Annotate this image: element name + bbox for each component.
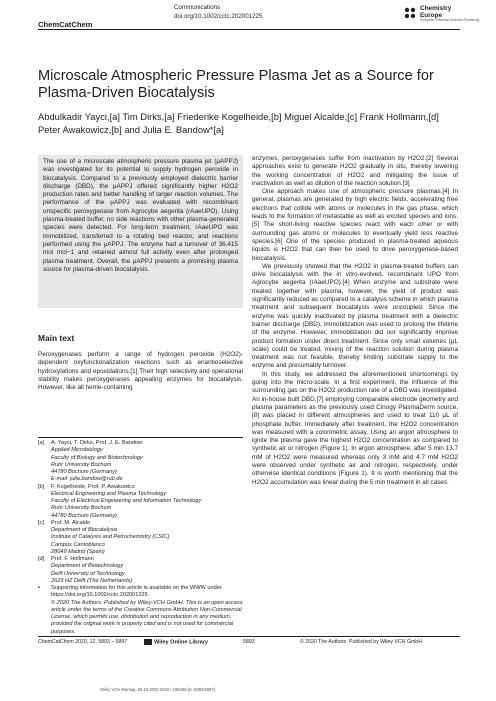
affiliation-line: Electrical Engineering and Plasma Technology (51, 490, 167, 497)
library-label: Wiley Online Library (154, 639, 209, 646)
affiliation-line: Prof. M. Alcalde (51, 519, 91, 526)
affiliation-entry (38, 520, 243, 556)
affiliation-line: Faculty of Biology and Biotechnology (51, 454, 143, 461)
affiliation-line: 44780 Bochum (Germany) (51, 469, 117, 475)
footer-copyright: © 2020 The Authors. Published by Wiley-VCH GmbH (300, 639, 422, 645)
affiliation-line: Department of Biocatalysis (51, 527, 118, 533)
affiliation-line: Department of Biotechnology (51, 563, 124, 570)
footer-divider (38, 636, 460, 637)
affiliation-text (51, 556, 243, 585)
affiliation-key: [a] (38, 440, 45, 446)
affiliation-line: © 2020 The Authors. Published by Wiley-VCH GmbH. This is an open access article under the terms of the Creative Commons Attribution Non-Commercial License, which permits use, distribution and reproduction in any medium, provided the original work is properly cited and is not used for commercial purposes. (51, 599, 243, 635)
affiliations (38, 440, 243, 636)
article-title: Microscale Atmospheric Pressure Plasma Jet as a Source for Plasma-Driven Biocatalysis (38, 68, 434, 101)
paragraph: In this study, we addressed the aforementioned shortcomings by going into the micro-scale. In a first experiment, the influence of the surrounding gas on the H2O2 production rate of a DBD was investigated. An in-house built DBD,[7] employing comparable electrode geometry and plasma parameters as the previously used Cinogy PlasmaDerm source,[8] was placed in different atmospheres and used to treat 110 μL of phosphate buffer. Immediately after treatment, the H2O2 concentration was measured with a colorimetric assay. Using an argon atmosphere to ignite the plasma gave the highest H2O2 concentration as compared to synthetic air or nitrogen (Figure 1). In argon atmosphere, after 5 min 13.7 mM of H2O2 were measured whereas only 3 mM and 4.7 mM H2O2 were observed under synthetic air and nitrogen, respectively, under otherwise identical conditions (Figure 1). It is worth mentioning that the H2O2 accumulation was linear during the 5 min treatment in all cases. (252, 370, 458, 486)
affiliation-text (51, 520, 243, 556)
affiliation-key: [c] (38, 519, 44, 526)
affiliation-key: [d] (38, 556, 45, 562)
affiliation-text (51, 585, 243, 600)
page-number: 5893 (243, 639, 255, 645)
doi-link[interactable]: doi.org/10.1002/cctc.202001225 (174, 13, 263, 20)
affiliation-entry (38, 585, 243, 600)
affiliation-line: 28049 Madrid (Spain) (51, 548, 105, 555)
affiliation-text (51, 440, 243, 484)
chemistry-europe-logo (403, 4, 495, 30)
affiliation-line: Delft University of Technology (51, 570, 125, 577)
affiliation-entry (38, 484, 243, 520)
main-text-heading: Main text (38, 333, 75, 343)
affiliation-line: Ruhr University Bochum (51, 505, 112, 512)
section-label: Communications (174, 4, 221, 11)
abstract-box: The use of a microscale atmospheric pressure plasma jet (μAPPJ) was investigated for its potential to supply hydrogen peroxide in biocatalysis. Compared to a previously employed dielectric barrier discharge (DBD), the μAPPJ offered significantly higher H2O2 production rates and better handling of larger reaction volumes. The performance of the μAPPJ was evaluated with recombinant unspecific peroxygenase from Agrocybe aegerita (rAaeUPO). Using plasma-treated buffer, no side reactions with other plasma-generated species were detected. For long-term treatment, rAaeUPO was immobilized, transferred to a rotating bed reactor, and reactions performed using the μAPPJ. The enzyme had a turnover of 36,415 mol mol−1 and retained almost full activity even after prolonged plasma treatment. Overall, the μAPPJ presents a promising plasma source for plasma-driven biocatalysis. (38, 155, 243, 308)
author-list (38, 110, 468, 136)
affiliation-line: A. Yayci, T. Dirks, Prof. J. E. Bandow (51, 440, 143, 446)
affiliation-line: F. Kogelheide, Prof. P. Awakowicz (51, 483, 135, 490)
affiliation-entry (38, 556, 243, 585)
left-column-text (38, 351, 243, 392)
affiliation-key: ▪ (38, 585, 40, 591)
affiliation-key (38, 600, 51, 636)
affiliation-line: E-mail: julia.bandow@rub.de (51, 476, 123, 483)
affiliation-line: Prof. F. Hollmann (51, 556, 94, 562)
logo-text-line1: Chemistry (420, 5, 452, 12)
affiliation-line: Supporting information for this article is available on the WWW under https://doi.org/10.1002/cctc.202001225 (51, 585, 222, 599)
wiley-logo-icon (144, 639, 152, 645)
affiliation-entry (38, 600, 243, 636)
affiliation-line: 2629 HZ Delft (The Netherlands) (51, 577, 133, 584)
affiliation-text (51, 600, 243, 636)
header-divider (38, 29, 460, 30)
affiliation-line: 44780 Bochum (Germany) (51, 512, 117, 519)
paragraph: One approach makes use of atmospheric pressure plasmas.[4] In general, plasmas are generated by high electric fields, accelerating free electrons that collide with atoms or molecules in the gas phase, which leads to the formation of metastable as well as excited species and ions.[5] The short-living reactive species react with each other or with surrounding gas atoms or molecules to eventually yield less reactive species.[6] One of the species produced in plasma-treated aqueous liquids is H2O2 that can then be used to drive peroxygenase-based biocatalysis. (252, 188, 458, 262)
wiley-online-library-link[interactable] (144, 639, 208, 645)
author-line-2: Peter Awakowicz,[b] and Julia E. Bandow*[a] (38, 124, 224, 135)
paragraph: We previously showed that the H2O2 in plasma-treated buffers can drive biocatalysis with the in vitro-evolved, recombinant UPO from Agrocybe aegerita (rAaeUPO).[4] When enzyme and substrate were treated together with plasma, however, the yield of product was significantly reduced as compared to a catalysis scheme in which plasma treatment and subsequent biocatalysis were uncoupled. Since the enzyme was quickly inactivated by plasma treatment with a dielectric barrier discharge (DBD), immobilization was used to prolong the lifetime of the enzyme. However, immobilization did not significantly improve product formation under direct treatment. Since only small volumes (μL scale) could be treated, mixing of the reaction solution during plasma treatment was not feasible, thereby limiting substrate supply to the enzyme and presumably turnover. (252, 262, 458, 370)
affiliation-key: [b] (38, 483, 45, 490)
paragraph: Peroxygenases perform a range of hydrogen peroxide (H2O2)-dependent oxyfunctionalization reactions such as enantioselective hydroxylations and epoxidations.[1] Their high selectivity and operational stability makes peroxygenases appealing enzymes for biocatalysis. However, like all heme-containing (38, 351, 243, 392)
paragraph: enzymes, peroxygenases suffer from inactivation by H2O2.[2] Several approaches exist to generate H2O2 gradually in situ, thereby lowering the working concentration of H2O2 and mitigating the issue of inactivation as well as dilution of the reaction solution.[3] (252, 155, 458, 187)
affiliation-line: Applied Microbiology (51, 447, 103, 454)
affiliation-entry (38, 440, 243, 484)
affiliation-line: Institute of Catalysis and Petrochemistry (CSIC) (51, 534, 170, 541)
affiliation-line: Faculty of Electrical Engineering and Information Technology (51, 498, 202, 504)
affiliations-divider (38, 437, 243, 438)
affiliation-text (51, 484, 243, 520)
chemistry-europe-logo-icon (403, 6, 417, 20)
logo-text-line2: Europe (420, 12, 443, 19)
affiliation-line: Ruhr University Bochum (51, 461, 112, 468)
right-column-text (252, 155, 458, 487)
footer-citation: ChemCatChem 2020, 12, 5893 – 5897 (38, 639, 128, 645)
affiliation-line: Campus Cantoblanco (51, 541, 105, 548)
logo-text-line3: European Chemical Societies Publishing (420, 18, 480, 22)
author-line-1: Abdulkadir Yayci,[a] Tim Dirks,[a] Friederike Kogelheide,[b] Miguel Alcalde,[c] Frank Hollmann,[d] (38, 111, 439, 122)
production-tag: Wiley VCH Montag, 26.10.2020 2022 / 185068 [S. 5893/5897] (100, 687, 216, 692)
journal-name: ChemCatChem (38, 20, 93, 29)
